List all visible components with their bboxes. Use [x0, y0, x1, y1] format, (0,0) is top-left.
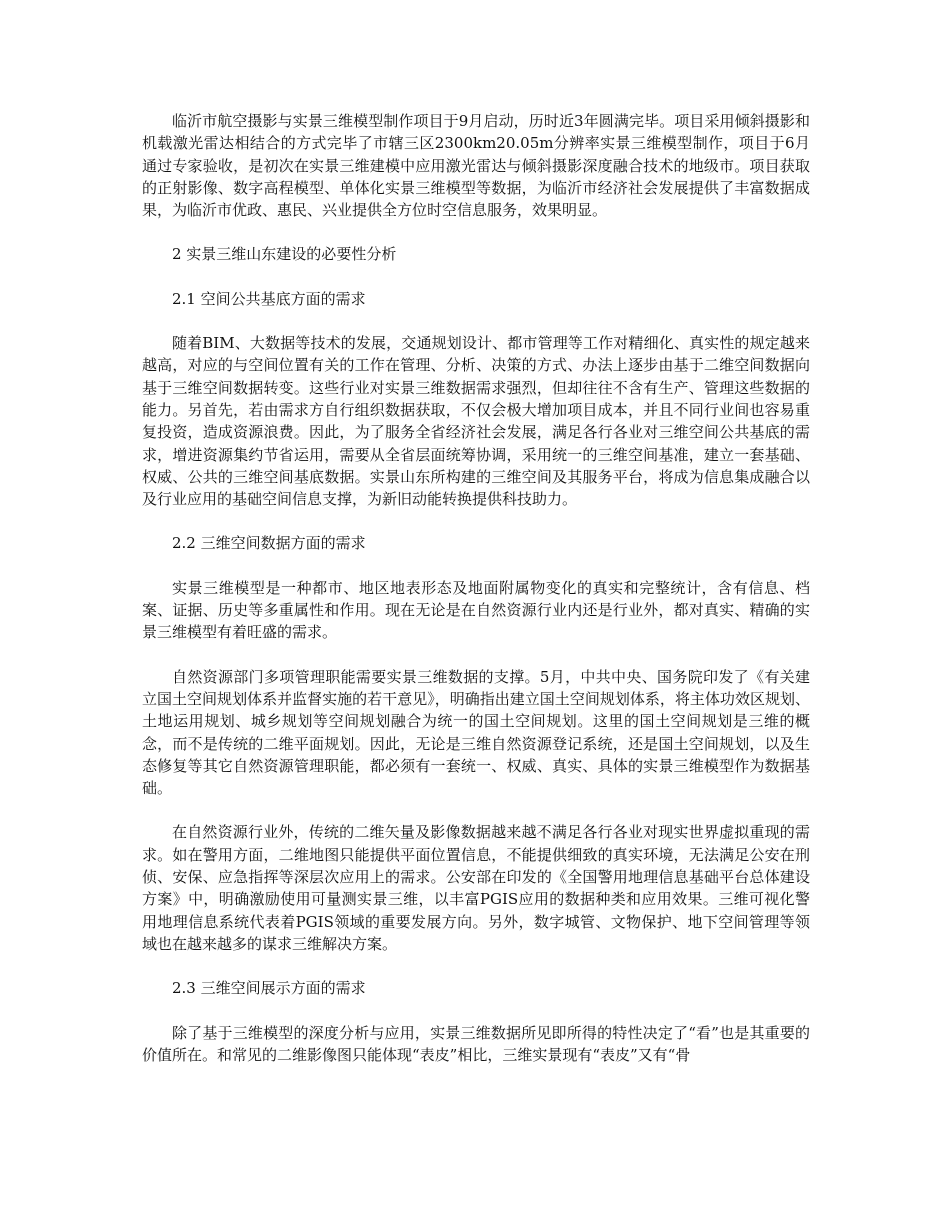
paragraph-natural-resources: 自然资源部门多项管理职能需要实景三维数据的支撑。5月，中共中央、国务院印发了《有关建立国土空间规划体系并监督实施的若干意见》，明确指出建立国土空间规划体系，将主体功效区规划、土地运用规划、城乡规划等空间规划融合为统一的国土空间规划。这里的国土空间规划是三维的概念，而不是传统的二维平面规划。因此，无论是三维自然资源登记系统，还是国土空间规划，以及生态修复等其它自然资源管理职能，都必须有一套统一、权威、真实、具体的实景三维模型作为数据基础。 [142, 667, 810, 798]
heading-section-2-3: 2.3 三维空间展示方面的需求 [172, 979, 366, 998]
heading-section-2: 2 实景三维山东建设的必要性分析 [172, 245, 397, 264]
heading-section-2-2: 2.2 三维空间数据方面的需求 [172, 534, 366, 553]
document-page [142, 110, 810, 1088]
paragraph-3d-data-intro: 实景三维模型是一种都市、地区地表形态及地面附属物变化的真实和完整统计，含有信息、档案、证据、历史等多重属性和作用。现在无论是在自然资源行业内还是行业外，都对真实、精确的实景三维模型有着旺盛的需求。 [142, 578, 810, 642]
paragraph-outside-industry: 在自然资源行业外，传统的二维矢量及影像数据越来越不满足各行各业对现实世界虚拟重现的需求。如在警用方面，二维地图只能提供平面位置信息，不能提供细致的真实环境，无法满足公安在刑侦、安保、应急指挥等深层次应用上的需求。公安部在印发的《全国警用地理信息基础平台总体建设方案》中，明确激励使用可量测实景三维，以丰富PGIS应用的数据种类和应用效果。三维可视化警用地理信息系统代表着PGIS领域的重要发展方向。另外，数字城管、文物保护、地下空间管理等领域也在越来越多的谋求三维解决方案。 [142, 823, 810, 953]
paragraph-display-needs: 除了基于三维模型的深度分析与应用，实景三维数据所见即所得的特性决定了“看”也是其重要的价值所在。和常见的二维影像图只能体现“表皮”相比，三维实景现有“表皮”又有“骨 [142, 1023, 810, 1064]
paragraph-linyi-project: 临沂市航空摄影与实景三维模型制作项目于9月启动，历时近3年圆满完毕。项目采用倾斜摄影和机载激光雷达相结合的方式完毕了市辖三区2300km20.05m分辨率实景三维模型制作，项目于6月通过专家验收，是初次在实景三维建模中应用激光雷达与倾斜摄影深度融合技术的地级市。项目获取的正射影像、数字高程模型、单体化实景三维模型等数据，为临沂市经济社会发展提供了丰富数据成果，为临沂市优政、惠民、兴业提供全方位时空信息服务，效果明显。 [142, 112, 810, 220]
heading-section-2-1: 2.1 空间公共基底方面的需求 [172, 289, 366, 308]
paragraph-public-base: 随着BIM、大数据等技术的发展，交通规划设计、都市管理等工作对精细化、真实性的规定越来越高，对应的与空间位置有关的工作在管理、分析、决策的方式、办法上逐步由基于二维空间数据向基于三维空间数据转变。这些行业对实景三维数据需求强烈，但却往往不含有生产、管理这些数据的能力。另首先，若由需求方自行组织数据获取，不仅会极大增加项目成本，并且不同行业间也容易重复投资，造成资源浪费。因此，为了服务全省经济社会发展，满足各行各业对三维空间公共基底的需求，增进资源集约节省运用，需要从全省层面统筹协调，采用统一的三维空间基准，建立一套基础、权威、公共的三维空间基底数据。实景山东所构建的三维空间及其服务平台，将成为信息集成融合以及行业应用的基础空间信息支撑，为新旧动能转换提供科技助力。 [142, 334, 810, 509]
